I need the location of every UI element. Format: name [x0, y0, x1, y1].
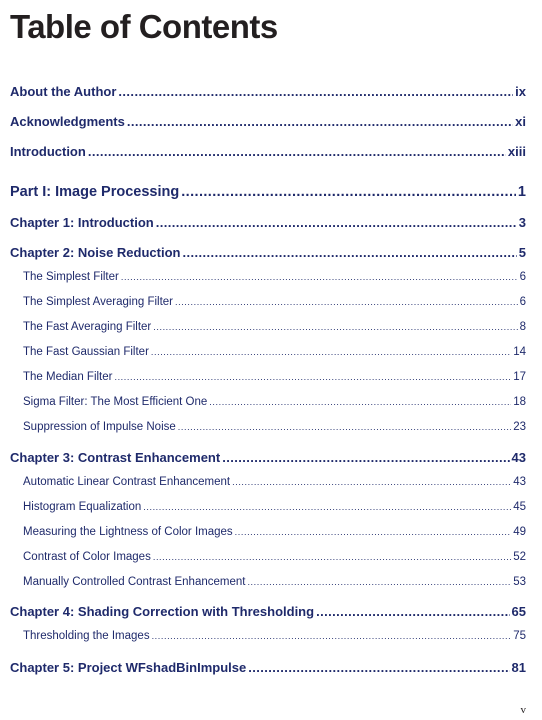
page-number: v: [520, 704, 526, 716]
toc-entry-page: 1: [517, 184, 526, 200]
toc-entry-label: The Simplest Averaging Filter: [23, 296, 173, 308]
toc-entry-label: Sigma Filter: The Most Efficient One: [23, 396, 208, 408]
toc-entry-label: Part I: Image Processing: [10, 184, 180, 200]
toc-entry-label: Chapter 2: Noise Reduction: [10, 245, 181, 260]
dot-leader: [222, 450, 509, 465]
toc-entry-label: Manually Controlled Contrast Enhancement: [23, 576, 246, 588]
toc-entry-page: 45: [513, 501, 526, 513]
toc-entry-section[interactable]: [23, 321, 526, 333]
toc-entry-page: 14: [513, 346, 526, 358]
dot-leader: [152, 631, 512, 641]
toc-entry-label: Acknowledgments: [10, 114, 125, 129]
toc-entry-chapter-3[interactable]: [10, 450, 526, 465]
toc-entry-label: Suppression of Impulse Noise: [23, 421, 176, 433]
dot-leader: [156, 215, 517, 230]
toc-entry-section[interactable]: [23, 526, 526, 538]
toc-entry-page: 52: [513, 551, 526, 563]
toc-entry-page: 81: [511, 660, 526, 675]
toc-entry-label: Chapter 1: Introduction: [10, 215, 154, 230]
toc-entry-section[interactable]: [23, 396, 526, 408]
toc-entry-section[interactable]: [23, 551, 526, 563]
toc-entry-label: About the Author: [10, 84, 117, 99]
toc-entry-section[interactable]: [23, 271, 526, 283]
toc-entry-label: The Fast Averaging Filter: [23, 321, 152, 333]
toc-entry-section[interactable]: [23, 576, 526, 588]
dot-leader: [143, 502, 511, 512]
toc-entry-section[interactable]: [23, 476, 526, 488]
dot-leader: [181, 184, 516, 200]
dot-leader: [121, 272, 518, 282]
dot-leader: [248, 660, 509, 675]
toc-entry-chapter-5[interactable]: [10, 660, 526, 675]
toc-entry-label: Introduction: [10, 144, 86, 159]
dot-leader: [153, 322, 517, 332]
toc-entry-page: 6: [519, 296, 526, 308]
dot-leader: [175, 297, 518, 307]
dot-leader: [88, 144, 506, 159]
toc-entry-page: ix: [515, 84, 526, 99]
dot-leader: [209, 397, 511, 407]
toc-entry-label: Contrast of Color Images: [23, 551, 151, 563]
dot-leader: [247, 577, 511, 587]
dot-leader: [151, 347, 511, 357]
page-title: Table of Contents: [10, 8, 278, 45]
toc-entry-page: 8: [519, 321, 526, 333]
toc-entry-page: 18: [513, 396, 526, 408]
toc-entry-section[interactable]: [23, 421, 526, 433]
toc-entry-page: 5: [518, 245, 526, 260]
toc-entry-chapter-4[interactable]: [10, 604, 526, 619]
dot-leader: [114, 372, 511, 382]
toc-entry-label: Chapter 3: Contrast Enhancement: [10, 450, 221, 465]
toc-entry-page: 49: [513, 526, 526, 538]
dot-leader: [118, 84, 513, 99]
dot-leader: [178, 422, 511, 432]
toc-entry-section[interactable]: [23, 346, 526, 358]
toc-entry-section[interactable]: [23, 630, 526, 642]
toc-entry-page: 53: [513, 576, 526, 588]
toc-entry-page: 75: [513, 630, 526, 642]
toc-entry-section[interactable]: [23, 371, 526, 383]
toc-entry-page: 23: [513, 421, 526, 433]
toc-entry-page: 17: [513, 371, 526, 383]
toc-entry-section[interactable]: [23, 296, 526, 308]
toc-entry-introduction[interactable]: [10, 144, 526, 159]
dot-leader: [232, 477, 511, 487]
toc-entry-section[interactable]: [23, 501, 526, 513]
toc-entry-label: Chapter 4: Shading Correction with Thresholding: [10, 604, 315, 619]
toc-entry-label: The Median Filter: [23, 371, 113, 383]
toc-entry-page: 3: [518, 215, 526, 230]
toc-entry-page: 65: [511, 604, 526, 619]
toc-entry-label: The Simplest Filter: [23, 271, 119, 283]
toc-entry-label: Thresholding the Images: [23, 630, 150, 642]
dot-leader: [182, 245, 516, 260]
toc-entry-page: xiii: [507, 144, 526, 159]
toc-entry-label: Chapter 5: Project WFshadBinImpulse: [10, 660, 247, 675]
toc-entry-page: 6: [519, 271, 526, 283]
toc-entry-chapter-1[interactable]: [10, 215, 526, 230]
dot-leader: [235, 527, 512, 537]
toc-entry-part-1[interactable]: [10, 184, 526, 200]
toc-entry-label: Measuring the Lightness of Color Images: [23, 526, 233, 538]
toc-entry-chapter-2[interactable]: [10, 245, 526, 260]
toc-entry-page: 43: [513, 476, 526, 488]
toc-entry-label: Histogram Equalization: [23, 501, 142, 513]
dot-leader: [316, 604, 509, 619]
toc-entry-page: xi: [515, 114, 526, 129]
toc-entry-label: The Fast Gaussian Filter: [23, 346, 149, 358]
toc-entry-acknowledgments[interactable]: [10, 114, 526, 129]
dot-leader: [153, 552, 511, 562]
dot-leader: [127, 114, 513, 129]
toc-entry-about-the-author[interactable]: [10, 84, 526, 99]
toc-entry-label: Automatic Linear Contrast Enhancement: [23, 476, 231, 488]
toc-entry-page: 43: [511, 450, 526, 465]
